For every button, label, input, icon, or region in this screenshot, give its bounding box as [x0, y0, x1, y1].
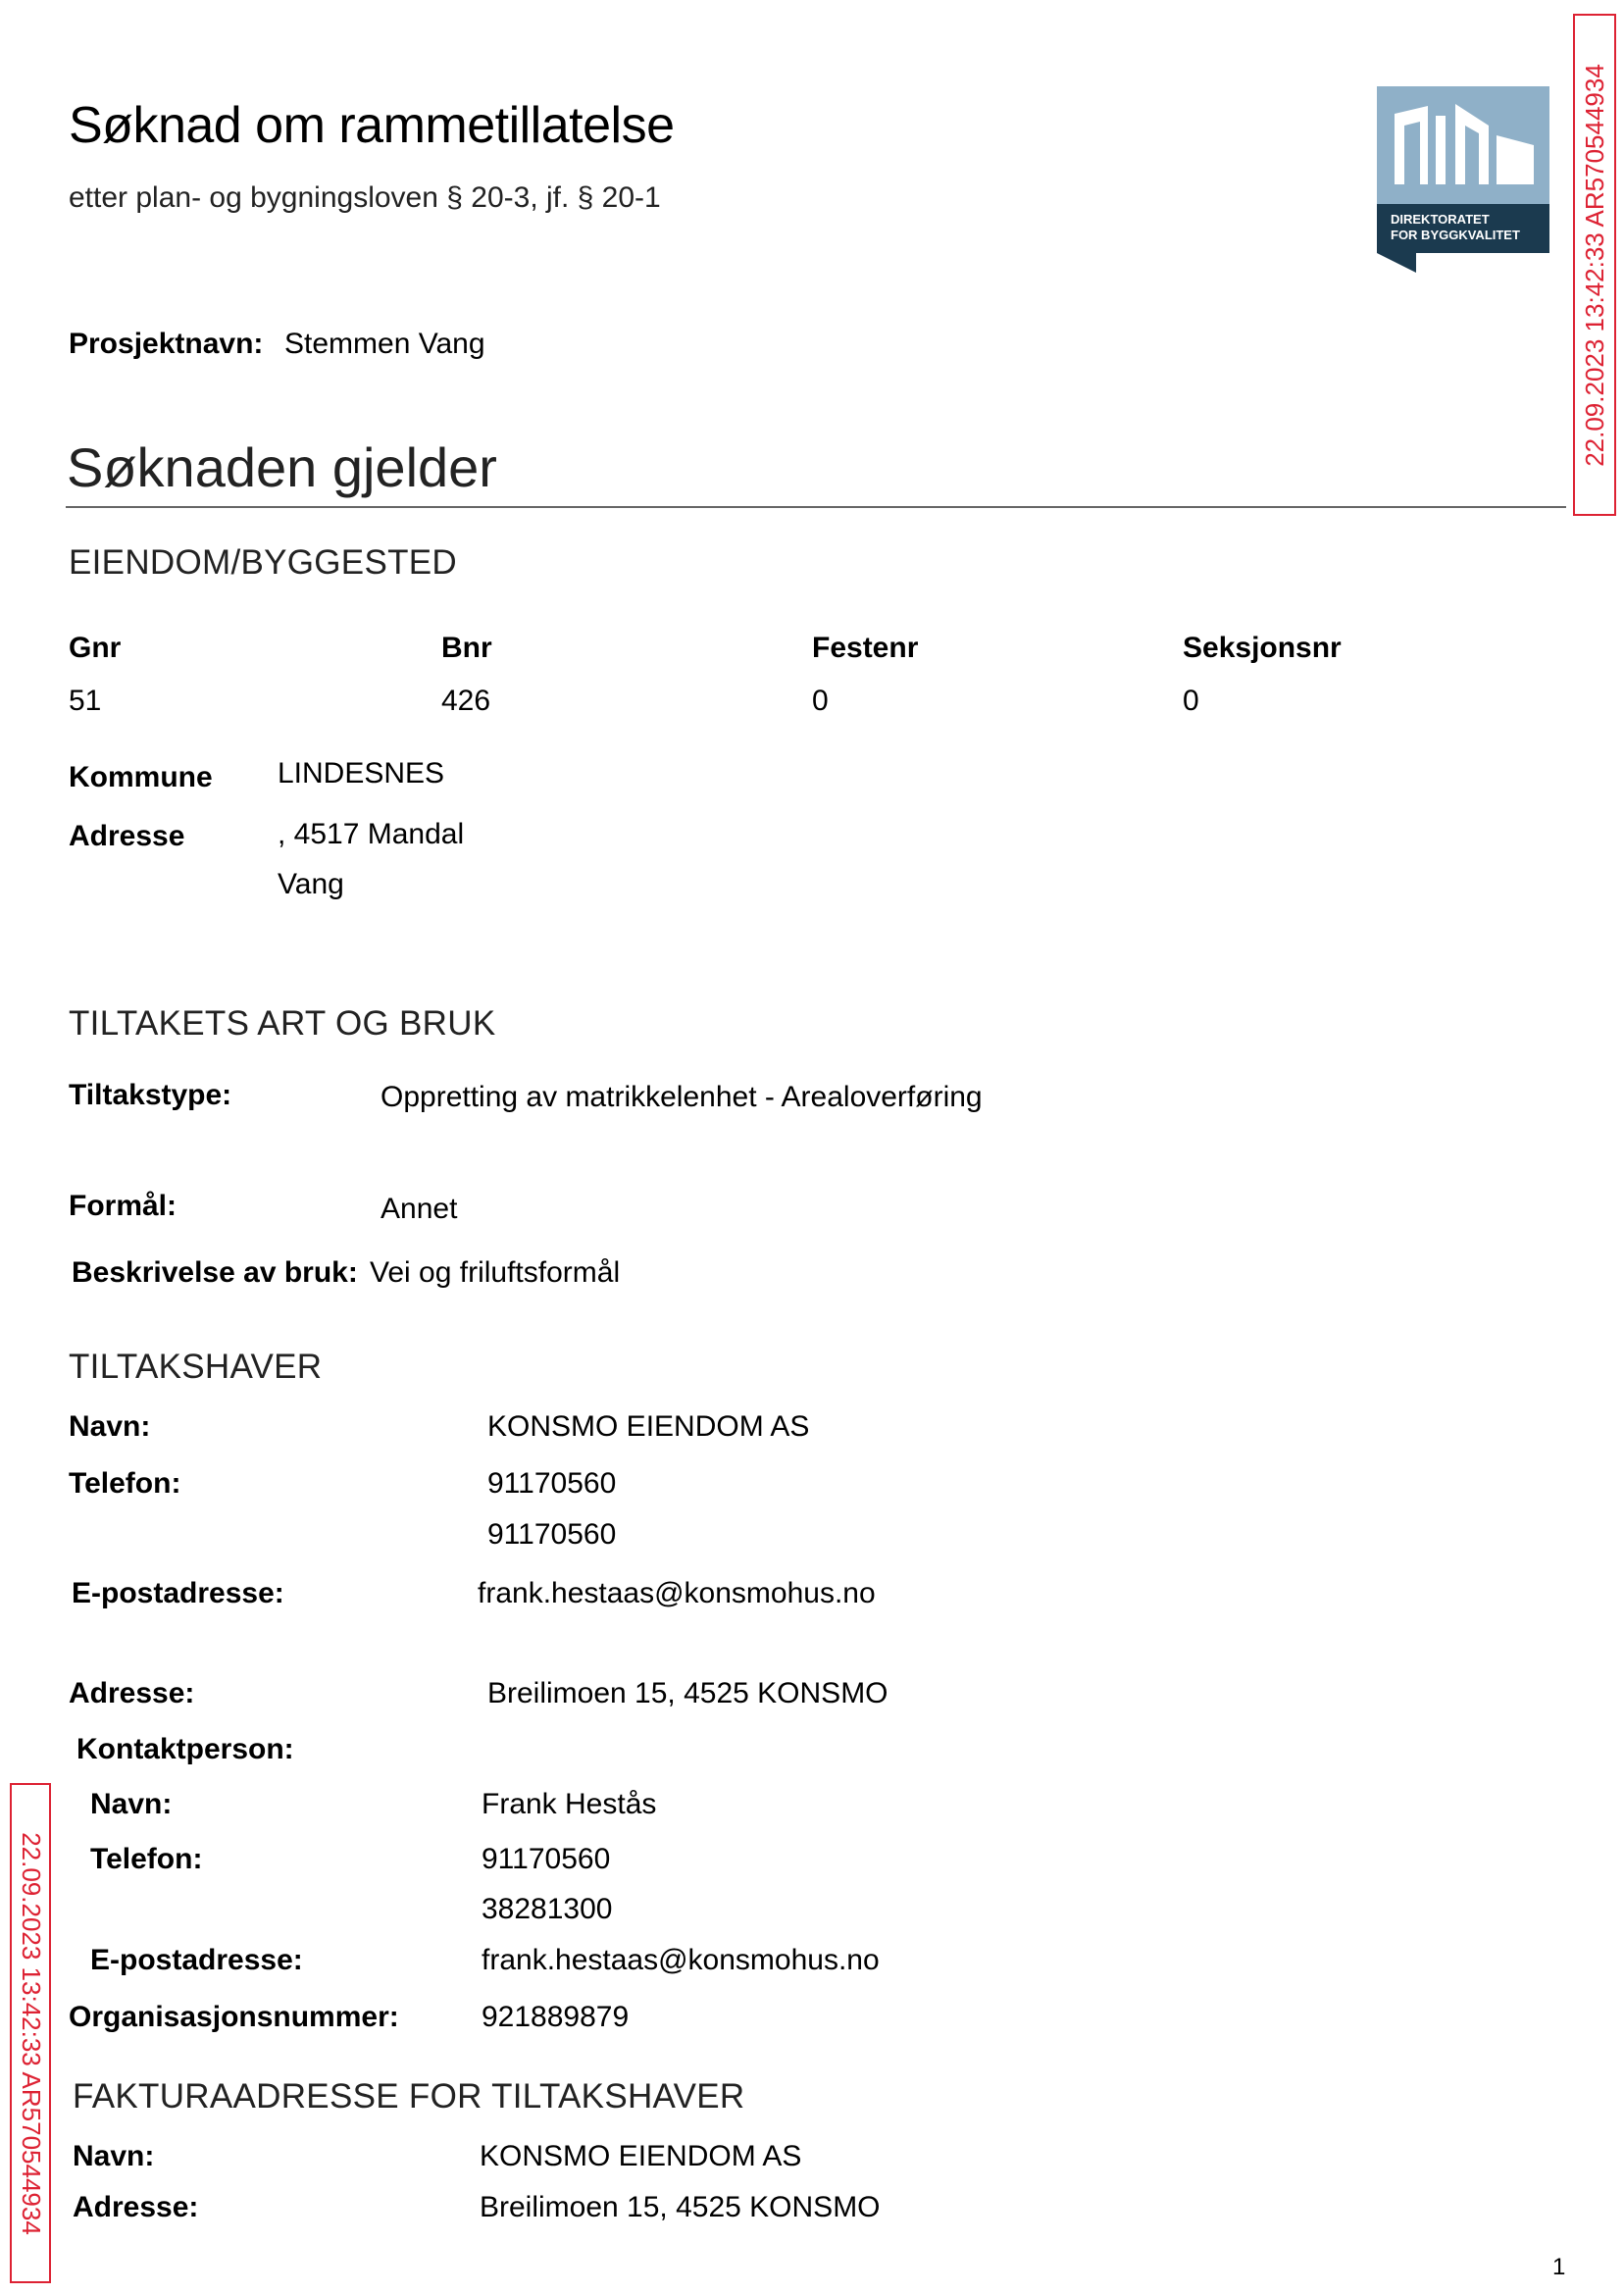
kontakt-navn-label: Navn:: [90, 1788, 173, 1820]
property-heading: EIENDOM/BYGGESTED: [69, 543, 457, 582]
bnr-value: 426: [441, 685, 491, 717]
document-title: Søknad om rammetillatelse: [69, 97, 675, 154]
stamp-left-text: 22.09.2023 13:42:33 AR570544934: [16, 1831, 46, 2235]
tiltak-heading: TILTAKETS ART OG BRUK: [69, 1004, 496, 1043]
faktura-adresse-label: Adresse:: [73, 2191, 199, 2223]
tiltakstype-label: Tiltakstype:: [69, 1079, 232, 1111]
section-divider: [66, 506, 1566, 508]
kontakt-telefon1: 91170560: [482, 1843, 611, 1875]
seksjonsnr-value: 0: [1183, 685, 1199, 717]
tiltakshaver-navn-value: KONSMO EIENDOM AS: [487, 1410, 810, 1443]
formal-label: Formål:: [69, 1190, 178, 1222]
tiltakshaver-telefon1: 91170560: [487, 1467, 617, 1500]
adresse-line2: Vang: [278, 868, 344, 900]
timestamp-stamp-left: [10, 1783, 51, 2283]
faktura-navn-value: KONSMO EIENDOM AS: [480, 2140, 802, 2172]
orgnr-value: 921889879: [482, 2001, 630, 2033]
project-value: Stemmen Vang: [284, 328, 485, 360]
kontaktperson-label: Kontaktperson:: [76, 1733, 294, 1765]
tiltakstype-value: Oppretting av matrikkelenhet - Arealoverføring: [381, 1081, 983, 1113]
dibk-logo: [1377, 86, 1549, 253]
kommune-label: Kommune: [69, 761, 213, 793]
festenr-value: 0: [812, 685, 829, 717]
kontakt-epost-value: frank.hestaas@konsmohus.no: [482, 1944, 880, 1976]
kommune-value: LINDESNES: [278, 757, 445, 790]
gnr-label: Gnr: [69, 632, 122, 664]
tiltakshaver-telefon-label: Telefon:: [69, 1467, 181, 1500]
bruk-label: Beskrivelse av bruk:: [72, 1256, 358, 1289]
stamp-right-text: 22.09.2023 13:42:33 AR570544934: [1579, 63, 1609, 467]
timestamp-stamp-right: [1573, 14, 1616, 516]
adresse-line1: , 4517 Mandal: [278, 818, 465, 850]
project-label: Prosjektnavn:: [69, 328, 264, 360]
adresse-label: Adresse: [69, 820, 185, 852]
faktura-navn-label: Navn:: [73, 2140, 155, 2172]
bnr-label: Bnr: [441, 632, 492, 664]
tiltakshaver-epost-value: frank.hestaas@konsmohus.no: [478, 1577, 876, 1609]
kontakt-navn-value: Frank Hestås: [482, 1788, 657, 1820]
faktura-heading: FAKTURAADRESSE FOR TILTAKSHAVER: [73, 2077, 745, 2116]
tiltakshaver-navn-label: Navn:: [69, 1410, 151, 1443]
kontakt-telefon-label: Telefon:: [90, 1843, 203, 1875]
tiltakshaver-epost-label: E-postadresse:: [72, 1577, 284, 1609]
kontakt-epost-label: E-postadresse:: [90, 1944, 303, 1976]
faktura-adresse-value: Breilimoen 15, 4525 KONSMO: [480, 2191, 881, 2223]
formal-value: Annet: [381, 1193, 458, 1225]
festenr-label: Festenr: [812, 632, 919, 664]
bruk-value: Vei og friluftsformål: [370, 1256, 621, 1289]
tiltakshaver-adresse-label: Adresse:: [69, 1677, 195, 1709]
logo-text-1: DIREKTORATET: [1391, 212, 1490, 227]
tiltakshaver-heading: TILTAKSHAVER: [69, 1348, 323, 1386]
orgnr-label: Organisasjonsnummer:: [69, 2001, 399, 2033]
seksjonsnr-label: Seksjonsnr: [1183, 632, 1342, 664]
kontakt-telefon2: 38281300: [482, 1893, 613, 1925]
tiltakshaver-adresse-value: Breilimoen 15, 4525 KONSMO: [487, 1677, 888, 1709]
section-title: Søknaden gjelder: [67, 436, 497, 498]
document-subtitle: etter plan- og bygningsloven § 20-3, jf. § 20-1: [69, 181, 661, 214]
page-number: 1: [1552, 2254, 1566, 2280]
gnr-value: 51: [69, 685, 102, 717]
logo-text-2: FOR BYGGKVALITET: [1391, 228, 1520, 242]
tiltakshaver-telefon2: 91170560: [487, 1518, 617, 1551]
